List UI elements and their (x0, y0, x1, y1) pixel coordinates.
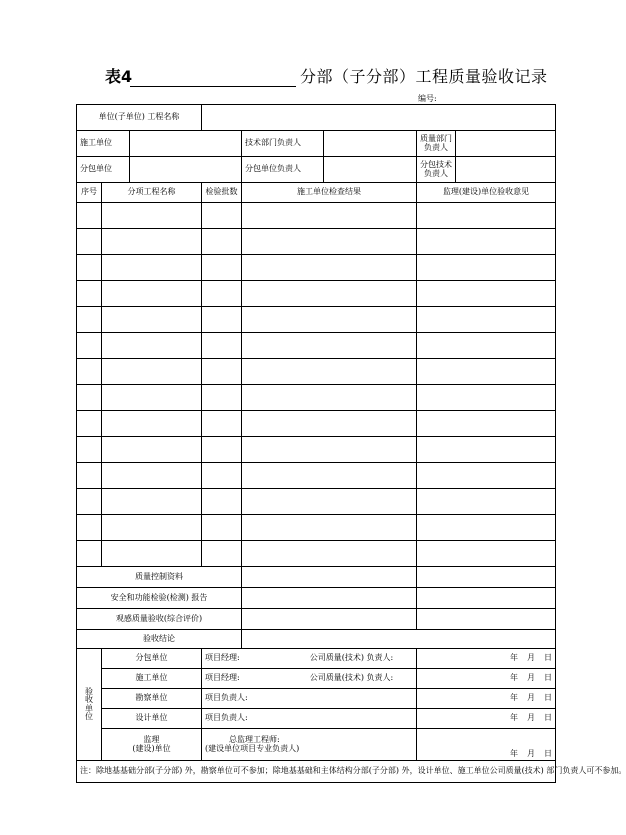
table-row (77, 463, 556, 489)
month-label: 月 (527, 673, 536, 683)
company-quality-head-label: 公司质量(技术) 负责人: (309, 653, 394, 663)
sign-date[interactable] (417, 729, 556, 761)
project-name-label: 单位(子单位) 工程名称 (77, 105, 202, 131)
inspection-batches-cell[interactable] (202, 203, 242, 229)
chief-supervisor-field[interactable] (202, 729, 417, 761)
construction-unit-label: 施工单位 (77, 131, 130, 157)
acceptance-form-table (76, 104, 626, 783)
seq-cell[interactable] (77, 463, 102, 489)
inspection-batches-cell[interactable] (202, 255, 242, 281)
sub-item-name-cell[interactable] (102, 515, 202, 541)
table-number-underline (130, 86, 296, 87)
form-title: 分部（子分部）工程质量验收记录 (300, 67, 548, 86)
year-label: 年 (510, 693, 519, 703)
supervision-opinion-cell[interactable] (417, 437, 556, 463)
construction-check-cell[interactable] (242, 281, 417, 307)
month-label: 月 (527, 748, 536, 758)
supervision-opinion-cell[interactable] (417, 463, 556, 489)
inspection-batches-cell[interactable] (202, 437, 242, 463)
month-label: 月 (527, 713, 536, 723)
sub-item-name-cell[interactable] (102, 203, 202, 229)
footnote: 注：除地基基础分部(子分部) 外，勘察单位可不参加；除地基基础和主体结构分部(子分部) 外，设计单位、施工单位公司质量(技术) 部门负责人可不参加。 (77, 761, 556, 783)
table-row (77, 411, 556, 437)
note-row (77, 761, 556, 783)
day-label: 日 (544, 713, 553, 723)
year-label: 年 (510, 713, 519, 723)
construction-check-cell[interactable] (242, 359, 417, 385)
safety-function-report-opinion-field[interactable] (417, 588, 556, 609)
summary-row (77, 588, 556, 609)
signer-label: 项目经理: (205, 673, 240, 683)
inspection-batches-cell[interactable] (202, 281, 242, 307)
table-row (77, 385, 556, 411)
seq-cell[interactable] (77, 411, 102, 437)
table-row (77, 359, 556, 385)
seq-cell[interactable] (77, 255, 102, 281)
project-name-field[interactable] (202, 105, 556, 131)
signer-label: 项目经理: (205, 653, 240, 663)
inspection-batches-cell[interactable] (202, 515, 242, 541)
sub-item-name-cell[interactable] (102, 359, 202, 385)
sign-date[interactable] (417, 689, 556, 709)
inspection-batches-cell[interactable] (202, 541, 242, 567)
sub-item-name-cell[interactable] (102, 333, 202, 359)
quality-dept-head-field[interactable] (456, 131, 556, 157)
table-row (77, 489, 556, 515)
seq-cell[interactable] (77, 515, 102, 541)
acceptance-unit-row (77, 709, 556, 729)
company-quality-head-label: 公司质量(技术) 负责人: (309, 673, 394, 683)
construction-check-cell[interactable] (242, 411, 417, 437)
supervision-unit-line2: (建设)单位 (132, 743, 171, 753)
appearance-acceptance-check-field[interactable] (242, 609, 417, 630)
col-supervision-opinion-header: 监理(建设)单位验收意见 (417, 183, 556, 203)
inspection-batches-cell[interactable] (202, 463, 242, 489)
construction-check-cell[interactable] (242, 437, 417, 463)
construction-check-cell[interactable] (242, 203, 417, 229)
construction-check-cell[interactable] (242, 515, 417, 541)
sub-item-name-cell[interactable] (102, 463, 202, 489)
acceptance-conclusion-label: 验收结论 (77, 630, 242, 649)
day-label: 日 (544, 673, 553, 683)
appearance-acceptance-label: 观感质量验收(综合评价) (77, 609, 242, 630)
supervision-opinion-cell[interactable] (417, 307, 556, 333)
construction-check-cell[interactable] (242, 489, 417, 515)
construction-check-cell[interactable] (242, 333, 417, 359)
inspection-batches-cell[interactable] (202, 307, 242, 333)
year-label: 年 (510, 673, 519, 683)
sign-date[interactable] (417, 649, 556, 669)
acceptance-unit-name: 设计单位 (102, 709, 202, 729)
acceptance-unit-row (77, 729, 556, 761)
construction-check-cell[interactable] (242, 463, 417, 489)
signer-field[interactable] (202, 709, 417, 729)
seq-cell[interactable] (77, 333, 102, 359)
quality-control-data-label: 质量控制资料 (77, 567, 242, 588)
table-number: 表4 (105, 67, 133, 86)
table-row (77, 255, 556, 281)
supervision-opinion-cell[interactable] (417, 203, 556, 229)
month-label: 月 (527, 653, 536, 663)
acceptance-unit-row (77, 669, 556, 689)
signer-label: 项目负责人: (205, 713, 248, 723)
sub-item-name-cell[interactable] (102, 281, 202, 307)
owner-project-head-label: (建设单位项目专业负责人) (205, 743, 300, 753)
code-label: 编号: (418, 94, 437, 103)
inspection-batches-cell[interactable] (202, 333, 242, 359)
construction-check-cell[interactable] (242, 541, 417, 567)
sub-item-name-cell[interactable] (102, 255, 202, 281)
seq-cell[interactable] (77, 307, 102, 333)
seq-cell[interactable] (77, 437, 102, 463)
sub-item-name-cell[interactable] (102, 489, 202, 515)
construction-check-cell[interactable] (242, 385, 417, 411)
quality-dept-head-label: 质量部门负责人 (417, 131, 456, 157)
inspection-batches-cell[interactable] (202, 229, 242, 255)
sub-item-name-cell[interactable] (102, 437, 202, 463)
supervision-opinion-cell[interactable] (417, 385, 556, 411)
signer-label: 项目负责人: (205, 693, 248, 703)
inspection-batches-cell[interactable] (202, 359, 242, 385)
sub-item-name-cell[interactable] (102, 229, 202, 255)
col-seq-header: 序号 (77, 183, 102, 203)
col-construction-check-header: 施工单位检查结果 (242, 183, 417, 203)
quality-control-data-opinion-field[interactable] (417, 567, 556, 588)
day-label: 日 (544, 748, 553, 758)
table-row (77, 229, 556, 255)
subcontract-unit-field[interactable] (130, 157, 242, 183)
seq-cell[interactable] (77, 385, 102, 411)
inspection-batches-cell[interactable] (202, 411, 242, 437)
safety-function-report-label: 安全和功能检验(检测) 报告 (77, 588, 242, 609)
acceptance-unit-row (77, 649, 556, 669)
tech-dept-head-field[interactable] (324, 131, 417, 157)
seq-cell[interactable] (77, 281, 102, 307)
day-label: 日 (544, 653, 553, 663)
subcontract-head-field[interactable] (324, 157, 417, 183)
tech-dept-head-label: 技术部门负责人 (242, 131, 324, 157)
subcontract-unit-label: 分包单位 (77, 157, 130, 183)
subcontract-tech-head-field[interactable] (456, 157, 556, 183)
sub-item-name-cell[interactable] (102, 307, 202, 333)
inspection-batches-cell[interactable] (202, 385, 242, 411)
subcontract-tech-head-label: 分包技术负责人 (417, 157, 456, 183)
supervision-opinion-cell[interactable] (417, 359, 556, 385)
acceptance-unit-row (77, 689, 556, 709)
supervision-opinion-cell[interactable] (417, 411, 556, 437)
acceptance-unit-name: 勘察单位 (102, 689, 202, 709)
supervision-opinion-cell[interactable] (417, 515, 556, 541)
seq-cell[interactable] (77, 489, 102, 515)
appearance-acceptance-opinion-field[interactable] (417, 609, 556, 630)
sub-item-name-cell[interactable] (102, 385, 202, 411)
table-row (77, 307, 556, 333)
construction-check-cell[interactable] (242, 229, 417, 255)
table-row (77, 515, 556, 541)
table-row (77, 203, 556, 229)
supervision-opinion-cell[interactable] (417, 229, 556, 255)
year-label: 年 (510, 748, 519, 758)
summary-row (77, 567, 556, 588)
supervision-unit-name (102, 729, 202, 761)
supervision-opinion-cell[interactable] (417, 281, 556, 307)
seq-cell[interactable] (77, 203, 102, 229)
inspection-batches-cell[interactable] (202, 489, 242, 515)
chief-supervisor-label: 总监理工程师: (229, 735, 280, 745)
year-label: 年 (510, 653, 519, 663)
sign-date[interactable] (417, 709, 556, 729)
table-row (77, 333, 556, 359)
subcontract-head-label: 分包单位负责人 (242, 157, 324, 183)
acceptance-units-group-label: 验收单位 (77, 649, 102, 761)
signer-field[interactable] (202, 669, 417, 689)
table-row (77, 281, 556, 307)
seq-cell[interactable] (77, 229, 102, 255)
summary-row (77, 609, 556, 630)
signer-field[interactable] (202, 649, 417, 669)
acceptance-unit-name: 分包单位 (102, 649, 202, 669)
seq-cell[interactable] (77, 359, 102, 385)
table-row (77, 437, 556, 463)
construction-check-cell[interactable] (242, 307, 417, 333)
supervision-unit-line1: 监理 (143, 735, 160, 745)
construction-check-cell[interactable] (242, 255, 417, 281)
col-sub-item-name-header: 分项工程名称 (102, 183, 202, 203)
seq-cell[interactable] (77, 541, 102, 567)
acceptance-unit-name: 施工单位 (102, 669, 202, 689)
supervision-opinion-cell[interactable] (417, 541, 556, 567)
supervision-opinion-cell[interactable] (417, 489, 556, 515)
sub-item-name-cell[interactable] (102, 541, 202, 567)
day-label: 日 (544, 693, 553, 703)
sign-date[interactable] (417, 669, 556, 689)
construction-unit-field[interactable] (130, 131, 242, 157)
col-inspection-batches-header: 检验批数 (202, 183, 242, 203)
month-label: 月 (527, 693, 536, 703)
sub-item-name-cell[interactable] (102, 411, 202, 437)
safety-function-report-check-field[interactable] (242, 588, 417, 609)
supervision-opinion-cell[interactable] (417, 333, 556, 359)
acceptance-conclusion-field[interactable] (242, 630, 556, 649)
signer-field[interactable] (202, 689, 417, 709)
supervision-opinion-cell[interactable] (417, 255, 556, 281)
table-row (77, 541, 556, 567)
quality-control-data-check-field[interactable] (242, 567, 417, 588)
summary-row (77, 630, 556, 649)
